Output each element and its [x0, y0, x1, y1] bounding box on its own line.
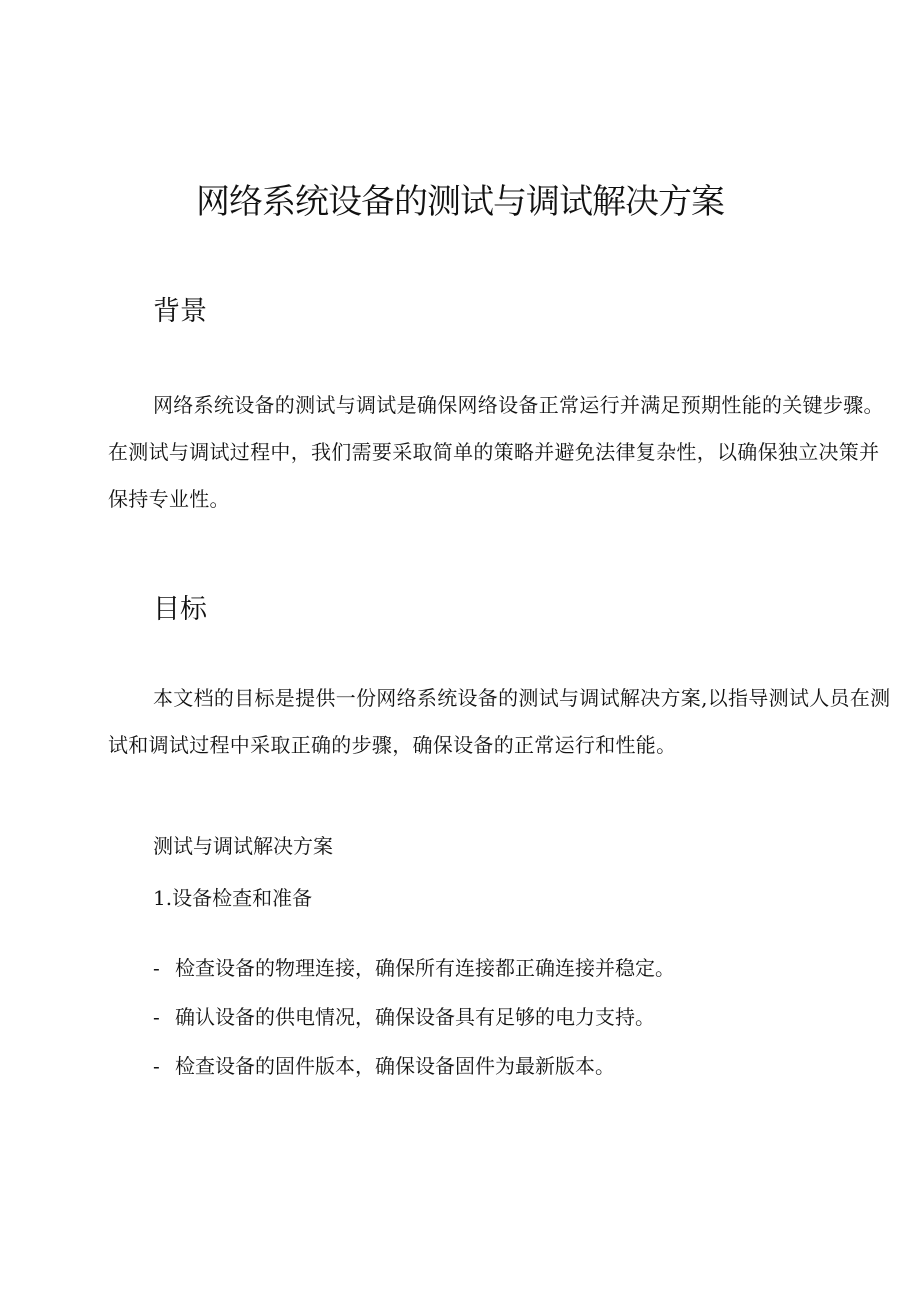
- list-item-text: 检查设备的固件版本，确保设备固件为最新版本。: [175, 1054, 615, 1078]
- list-item: [153, 953, 675, 983]
- dash-marker: -: [153, 1005, 160, 1029]
- document-title: 网络系统设备的测试与调试解决方案: [196, 182, 724, 222]
- dash-marker: -: [153, 956, 160, 980]
- background-paragraph: 网络系统设备的测试与调试是确保网络设备正常运行并满足预期性能的关键步骤。在测试与调试过程中，我们需要采取简单的策略并避免法律复杂性，以确保独立决策并保持专业性。: [108, 393, 884, 511]
- solution-heading: 测试与调试解决方案: [153, 834, 333, 858]
- list-item-text: 检查设备的物理连接，确保所有连接都正确连接并稳定。: [175, 956, 675, 980]
- list-item: [153, 1002, 675, 1032]
- step-1-checklist: [153, 953, 675, 1100]
- step-1-label: 1.设备检查和准备: [153, 886, 313, 910]
- section-heading-background: 背景: [153, 296, 207, 327]
- list-item-text: 确认设备的供电情况，确保设备具有足够的电力支持。: [175, 1005, 655, 1029]
- section-heading-goal: 目标: [153, 594, 207, 625]
- dash-marker: -: [153, 1054, 160, 1078]
- list-item: [153, 1051, 675, 1081]
- goal-paragraph: 本文档的目标是提供一份网络系统设备的测试与调试解决方案,以指导测试人员在测试和调试过程中采取正确的步骤，确保设备的正常运行和性能。: [108, 686, 891, 757]
